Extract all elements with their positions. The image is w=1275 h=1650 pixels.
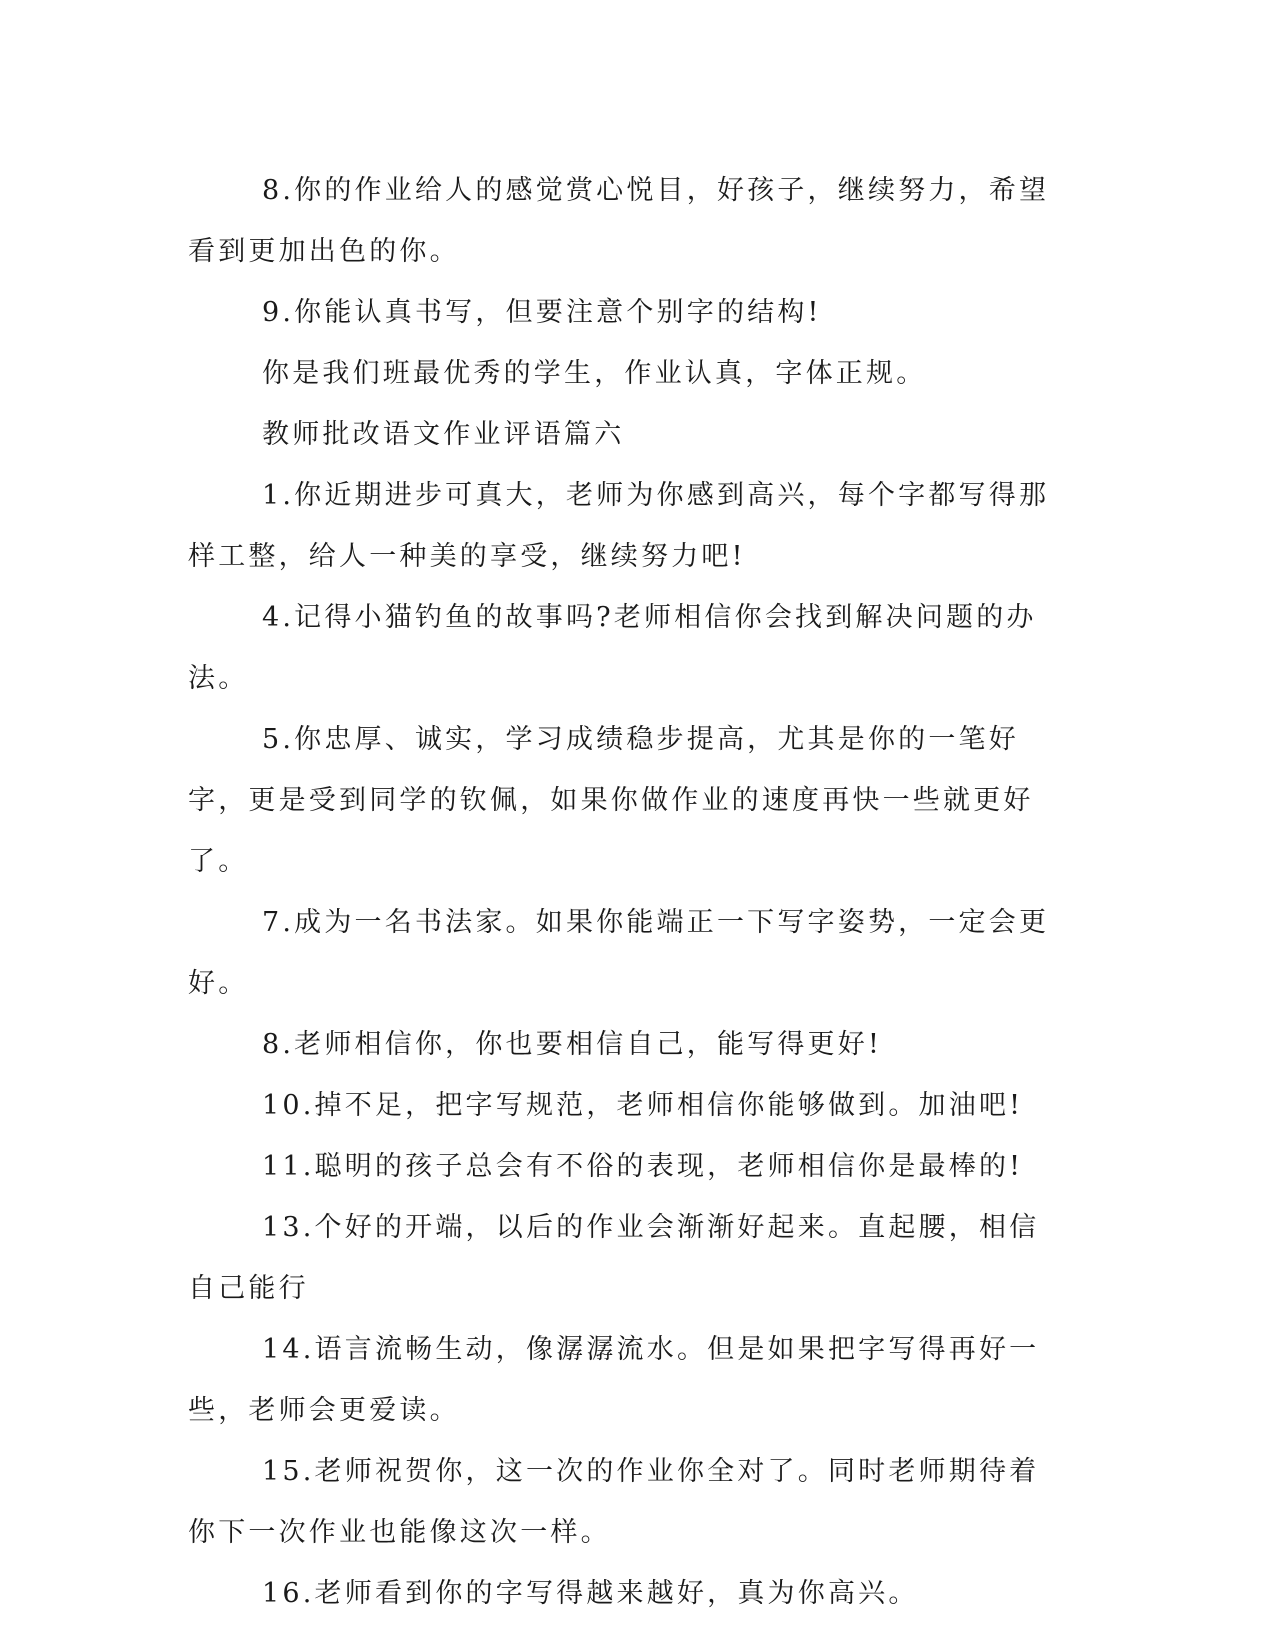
paragraph: 15.老师祝贺你，这一次的作业你全对了。同时老师期待着你下一次作业也能像这次一样。 xyxy=(188,1456,1040,1548)
paragraph: 4.记得小猫钓鱼的故事吗?老师相信你会找到解决问题的办法。 xyxy=(188,602,1037,694)
paragraph: 7.成为一名书法家。如果你能端正一下写字姿势，一定会更好。 xyxy=(188,907,1050,999)
paragraph: 14.语言流畅生动，像潺潺流水。但是如果把字写得再好一些，老师会更爱读。 xyxy=(188,1334,1040,1426)
section-heading: 教师批改语文作业评语篇六 xyxy=(262,419,625,450)
paragraph: 8.你的作业给人的感觉赏心悦目，好孩子，继续努力，希望看到更加出色的你。 xyxy=(188,175,1050,267)
paragraph: 1.你近期进步可真大，老师为你感到高兴，每个字都写得那样工整，给人一种美的享受，继续努力吧! xyxy=(188,480,1050,572)
paragraph: 11.聪明的孩子总会有不俗的表现，老师相信你是最棒的! xyxy=(262,1151,1024,1182)
paragraph: 8.老师相信你，你也要相信自己，能写得更好! xyxy=(262,1029,883,1060)
paragraph: 10.掉不足，把字写规范，老师相信你能够做到。加油吧! xyxy=(262,1090,1024,1121)
document-body xyxy=(188,160,1068,1624)
paragraph: 你是我们班最优秀的学生，作业认真，字体正规。 xyxy=(262,358,927,389)
paragraph: 5.你忠厚、诚实，学习成绩稳步提高，尤其是你的一笔好字，更是受到同学的钦佩，如果你做作业的速度再快一些就更好了。 xyxy=(188,724,1034,877)
paragraph: 13.个好的开端，以后的作业会渐渐好起来。直起腰，相信自己能行 xyxy=(188,1212,1040,1304)
paragraph: 9.你能认真书写，但要注意个别字的结构! xyxy=(262,297,822,328)
paragraph: 16.老师看到你的字写得越来越好，真为你高兴。 xyxy=(262,1578,919,1609)
